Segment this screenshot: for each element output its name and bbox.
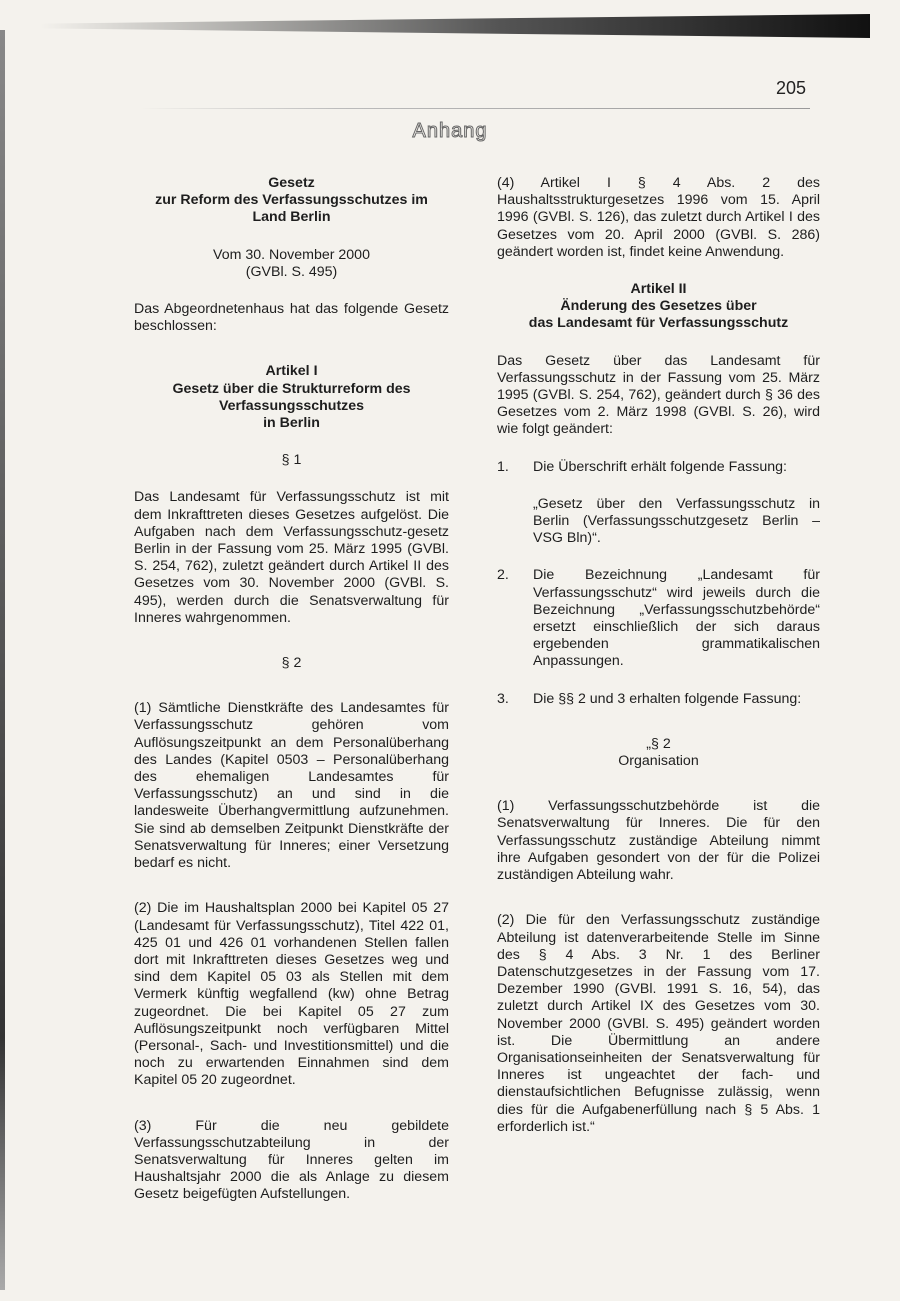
amendment-item-text: Die Bezeichnung „Landesamt für Verfassungsschutz“ wird jeweils durch die Bezeichnung „Verfassungsschutzbehörde“ ersetzt einschließlich der sich daraus ergebenden grammatikalischen Anpassungen.	[533, 567, 820, 670]
section-2-paragraph-1: (1) Sämtliche Dienstkräfte des Landesamtes für Verfassungsschutz gehören vom Auflösungszeitpunkt an dem Personalüberhang des Landes (Kapitel 0503 – Personalüberhang des ehemaligen Landesamtes für Verfassungsschutz) an und sind in die landesweite Überhangvermittlung aufzunehmen. Sie sind ab demselben Zeitpunkt Dienstkräfte der Senatsverwaltung für Inneres; einer Versetzung bedarf es nicht.	[134, 700, 449, 872]
new-section-2-paragraph-1: (1) Verfassungsschutzbehörde ist die Senatsverwaltung für Inneres. Die für den Verfassungsschutz zuständige Abteilung nimmt ihre Aufgaben gesondert von der für die Polizei zuständigen Abteilung wahr.	[497, 798, 820, 884]
law-title-line: Gesetz	[268, 175, 315, 191]
new-title-quote: „Gesetz über den Verfassungsschutz in Berlin (Verfassungsschutzgesetz Berlin – VSG Bln)“.	[533, 495, 820, 547]
right-column	[497, 175, 820, 1136]
section-2-paragraph-4: (4) Artikel I § 4 Abs. 2 des Haushaltsstrukturgesetzes 1996 vom 15. April 1996 (GVBl. S. 126), das zuletzt durch Artikel I des Gesetzes vom 20. April 2000 (GVBl. S. 286) geändert worden ist, findet keine Anwendung.	[497, 175, 820, 260]
left-column	[134, 175, 449, 1204]
amendment-item-number: 3.	[497, 690, 509, 707]
intro-paragraph: Das Abgeordnetenhaus hat das folgende Gesetz beschlossen:	[134, 301, 449, 335]
date-line: Vom 30. November 2000	[213, 246, 370, 263]
new-section-2-paragraph-2: (2) Die für den Verfassungsschutz zuständige Abteilung ist datenverarbeitende Stelle im Sinne des § 4 Abs. 3 Nr. 1 des Berliner Datenschutzgesetzes in der Fassung vom 17. Dezember 1990 (GVBl. 1991 S. 16, 54), das zuletzt durch Artikel IX des Gesetzes vom 30. November 2000 (GVBl. S. 495) geändert worden ist. Die Übermittlung an andere Organisationseinheiten der Senatsverwaltung für Inneres ist ungeachtet der fach- und dienstaufsichtlichen Befugnisse zulässig, wenn dies für die Aufgabenerfüllung nach § 5 Abs. 1 erforderlich ist.“	[497, 912, 820, 1135]
law-title-line: zur Reform des Verfassungsschutzes im	[155, 192, 428, 209]
section-2-label: § 2	[281, 655, 302, 672]
article-heading-line: Artikel I	[265, 363, 318, 380]
article2-heading	[497, 281, 820, 333]
section-1-text: Das Landesamt für Verfassungsschutz ist mit dem Inkrafttreten dieses Gesetzes aufgelöst. Die Aufgaben nach dem Verfassungsschutz-gesetz Berlin in der Fassung vom 25. März 1995 (GVBl. S. 254, 762), zuletzt geändert durch Artikel II des Gesetzes vom 30. November 2000 (GVBl. S. 495), werden durch die Senatsverwaltung für Inneres wahrgenommen.	[134, 489, 449, 626]
article1-heading	[134, 363, 449, 432]
amendment-item-number: 2.	[497, 567, 509, 584]
article-heading-line: das Landesamt für Verfassungsschutz	[528, 315, 789, 332]
running-head: Anhang	[412, 120, 488, 142]
article-heading-line: Verfassungsschutzes	[218, 397, 365, 414]
scan-left-edge	[0, 30, 5, 1290]
article-heading-line: Gesetz über die Strukturreform des	[172, 380, 411, 397]
amendment-item	[497, 567, 820, 670]
new-section-label: „§ 2	[646, 735, 671, 752]
section-2-paragraph-3: (3) Für die neu gebildete Verfassungsschutzabteilung in der Senatsverwaltung für Inneres gelten im Haushaltsjahr 2000 die als Anlage zu diesem Gesetz beigefügten Aufstellungen.	[134, 1117, 449, 1203]
date-line: (GVBl. S. 495)	[245, 263, 338, 280]
new-section-title: Organisation	[618, 753, 699, 770]
law-title	[134, 175, 449, 227]
section-2-paragraph-2: (2) Die im Haushaltsplan 2000 bei Kapitel 05 27 (Landesamt für Verfassungsschutz), Titel 422 01, 425 01 und 426 01 vorhandenen Stellen fallen dort mit Inkrafttreten dieses Gesetzes weg und sind dem Kapitel 05 03 als Stellen mit dem Vermerk künftig wegfallend (kw) ohne Betrag zugeordnet. Die bei Kapitel 05 27 zum Auflösungszeitpunkt noch verfügbaren Mittel (Personal-, Sach- und Investitionsmittel) und die noch zu erwartenden Einnahmen sind dem Kapitel 05 20 zugeordnet.	[134, 900, 449, 1089]
amendment-item-text: Die §§ 2 und 3 erhalten folgende Fassung:	[533, 690, 802, 707]
article-heading-line: in Berlin	[263, 415, 320, 432]
article-heading-line: Artikel II	[630, 281, 687, 298]
amendment-item-text: Die Überschrift erhält folgende Fassung:	[533, 458, 787, 475]
section-1-label: § 1	[281, 452, 302, 469]
amendment-item-number: 1.	[497, 458, 509, 475]
law-title-line: Land Berlin	[252, 209, 331, 226]
amendment-item	[497, 459, 820, 476]
scan-edge-shadow	[40, 14, 870, 38]
new-section-2-heading	[497, 736, 820, 770]
article-heading-line: Änderung des Gesetzes über	[560, 298, 757, 315]
page-number: 205	[776, 78, 807, 98]
header-rule	[140, 108, 810, 109]
article2-intro: Das Gesetz über das Landesamt für Verfassungsschutz in der Fassung vom 25. März 1995 (GVBl. S. 254, 762), geändert durch § 36 des Gesetzes vom 2. März 1998 (GVBl. S. 26), wird wie folgt geändert:	[497, 352, 820, 438]
law-date	[134, 247, 449, 281]
amendment-item	[497, 691, 820, 708]
